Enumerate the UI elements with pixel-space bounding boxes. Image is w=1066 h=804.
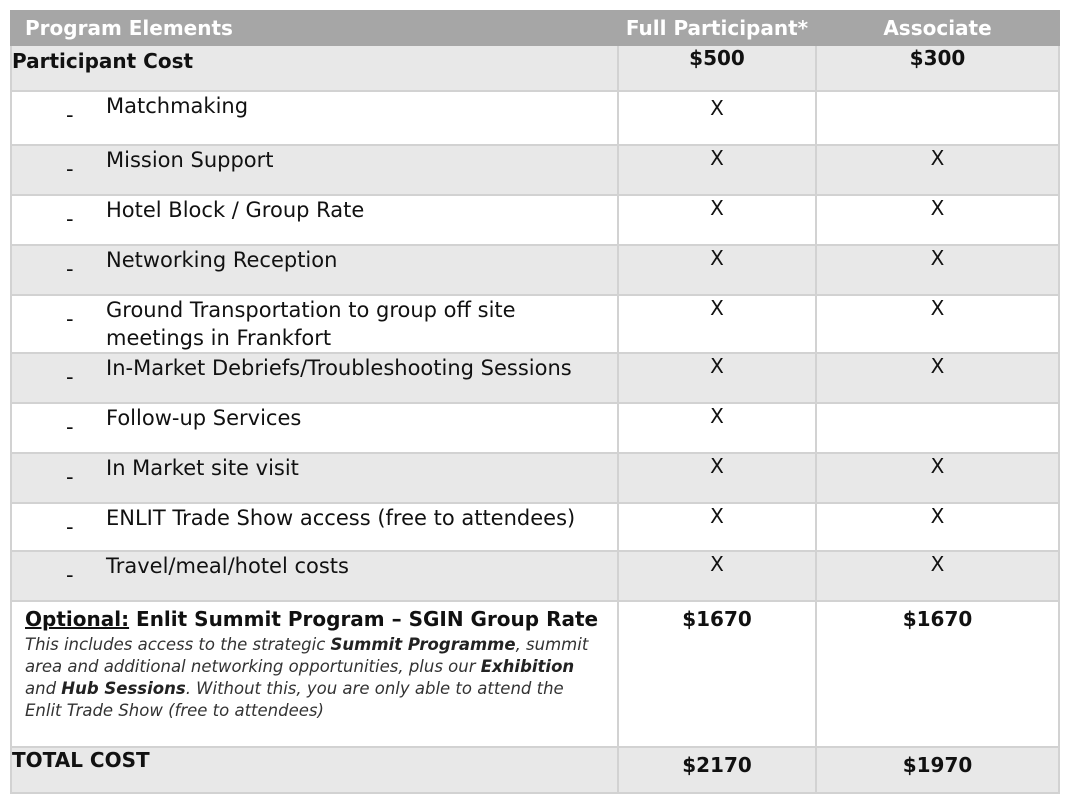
total-cost-full: $2170 xyxy=(618,747,816,793)
item-cell xyxy=(11,551,618,601)
item-cell xyxy=(11,195,618,245)
item-full-mark: X xyxy=(618,91,816,145)
total-cost-associate: $1970 xyxy=(816,747,1059,793)
desc-bold-summit-programme: Summit Programme xyxy=(330,635,516,654)
bullet-dash: - xyxy=(66,307,74,331)
item-full-mark: X xyxy=(618,453,816,503)
item-label: Networking Reception xyxy=(106,248,338,272)
table-row xyxy=(11,403,1059,453)
table-row xyxy=(11,295,1059,353)
item-full-mark: X xyxy=(618,145,816,195)
desc-bold-hub-sessions: Hub Sessions xyxy=(61,679,186,698)
item-cell xyxy=(11,245,618,295)
table-row xyxy=(11,195,1059,245)
table-row xyxy=(11,91,1059,145)
bullet-dash: - xyxy=(66,365,74,389)
table-row xyxy=(11,145,1059,195)
item-cell xyxy=(11,353,618,403)
header-row xyxy=(11,11,1059,45)
item-associate-mark: X xyxy=(816,353,1059,403)
item-label: Ground Transportation to group off site meetings in Frankfort xyxy=(106,298,516,350)
item-associate-mark: X xyxy=(816,453,1059,503)
desc-text: , summit area and additional networking opportunities, plus our xyxy=(25,635,589,676)
bullet-dash: - xyxy=(66,257,74,281)
item-cell xyxy=(11,91,618,145)
optional-prefix: Optional: xyxy=(25,607,130,631)
optional-full-price: $1670 xyxy=(618,601,816,747)
total-cost-label: TOTAL COST xyxy=(11,747,618,793)
table-row xyxy=(11,551,1059,601)
table-row xyxy=(11,453,1059,503)
item-label: Follow-up Services xyxy=(106,406,302,430)
participant-cost-label: Participant Cost xyxy=(11,45,618,91)
desc-text: and xyxy=(25,679,62,698)
table-row xyxy=(11,353,1059,403)
item-associate-mark xyxy=(816,403,1059,453)
table-row xyxy=(11,245,1059,295)
item-associate-mark: X xyxy=(816,503,1059,551)
item-full-mark: X xyxy=(618,551,816,601)
header-full-participant: Full Participant* xyxy=(618,11,816,45)
optional-title-text: Enlit Summit Program – SGIN Group Rate xyxy=(129,607,599,631)
item-cell xyxy=(11,453,618,503)
bullet-dash: - xyxy=(66,515,74,539)
item-cell xyxy=(11,403,618,453)
item-full-mark: X xyxy=(618,503,816,551)
item-label: In-Market Debriefs/Troubleshooting Sessions xyxy=(106,356,572,380)
item-label: In Market site visit xyxy=(106,456,299,480)
item-full-mark: X xyxy=(618,195,816,245)
item-full-mark: X xyxy=(618,245,816,295)
item-associate-mark: X xyxy=(816,245,1059,295)
bullet-dash: - xyxy=(66,415,74,439)
optional-summit-cell xyxy=(11,601,618,747)
item-associate-mark: X xyxy=(816,145,1059,195)
participant-cost-row xyxy=(11,45,1059,91)
item-associate-mark: X xyxy=(816,551,1059,601)
optional-summit-row xyxy=(11,601,1059,747)
item-label: Hotel Block / Group Rate xyxy=(106,198,365,222)
optional-summit-title xyxy=(12,602,617,631)
item-associate-mark: X xyxy=(816,195,1059,245)
table-row xyxy=(11,503,1059,551)
item-cell xyxy=(11,145,618,195)
bullet-dash: - xyxy=(66,207,74,231)
optional-associate-price: $1670 xyxy=(816,601,1059,747)
header-program-elements: Program Elements xyxy=(11,11,618,45)
participant-cost-associate: $300 xyxy=(816,45,1059,91)
item-label: Travel/meal/hotel costs xyxy=(106,554,349,578)
optional-summit-description xyxy=(12,631,605,722)
bullet-dash: - xyxy=(66,103,74,127)
bullet-dash: - xyxy=(66,563,74,587)
item-full-mark: X xyxy=(618,353,816,403)
header-associate: Associate xyxy=(816,11,1059,45)
item-full-mark: X xyxy=(618,295,816,353)
item-full-mark: X xyxy=(618,403,816,453)
desc-text: This includes access to the strategic xyxy=(25,635,331,654)
item-label: ENLIT Trade Show access (free to attendees) xyxy=(106,506,576,530)
item-cell xyxy=(11,295,618,353)
item-associate-mark xyxy=(816,91,1059,145)
bullet-dash: - xyxy=(66,465,74,489)
total-cost-row xyxy=(11,747,1059,793)
item-label: Matchmaking xyxy=(106,94,249,118)
item-label: Mission Support xyxy=(106,148,274,172)
participant-cost-full: $500 xyxy=(618,45,816,91)
program-elements-table xyxy=(10,10,1060,794)
item-cell xyxy=(11,503,618,551)
item-associate-mark: X xyxy=(816,295,1059,353)
desc-text: . Without this, you are only able to attend the Enlit Trade Show (free to attendees) xyxy=(25,679,564,720)
bullet-dash: - xyxy=(66,157,74,181)
desc-bold-exhibition: Exhibition xyxy=(480,657,575,676)
